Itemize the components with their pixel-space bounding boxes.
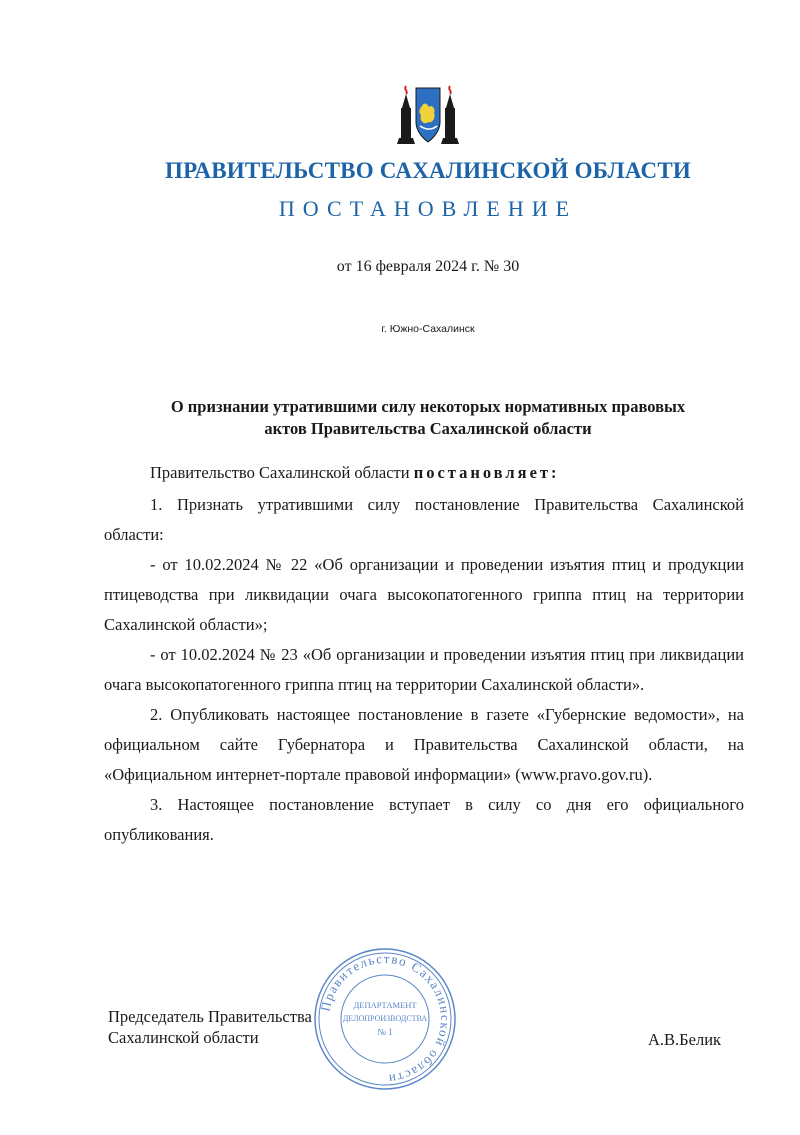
preamble [104,458,744,488]
government-title: ПРАВИТЕЛЬСТВО САХАЛИНСКОЙ ОБЛАСТИ [165,158,691,183]
document-type: ПОСТАНОВЛЕНИЕ [278,196,578,221]
item-1a: - от 10.02.2024 № 22 «Об организации и проведении изъятия птиц и продукции птицеводства при ликвидации очага высокопатогенного гриппа птиц на территории Сахалинской области»; [104,555,744,634]
document-subject [110,396,746,440]
official-stamp [312,946,458,1092]
item-1b: - от 10.02.2024 № 23 «Об организации и проведении изъятия птиц при ликвидации очага высокопатогенного гриппа птиц на территории Сахалинской области». [104,645,744,694]
item-2: 2. Опубликовать настоящее постановление в газете «Губернские ведомости», на официальном сайте Губернатора и Правительства Сахалинской области, на «Официальном интернет-портале правовой информации» (www.pravo.gov.ru). [104,705,744,784]
document-body [104,458,744,850]
subject-line-2: актов Правительства Сахалинской области [264,419,592,438]
signatory-position-line-1: Председатель Правительства [108,1007,312,1026]
coat-of-arms-icon [396,82,460,150]
document-date-number: от 16 февраля 2024 г. № 30 [336,258,520,275]
signatory-position [108,1006,312,1048]
svg-text:Правительство Сахалинской обла: Правительство Сахалинской области [317,950,454,1088]
svg-text:ДЕЛОПРОИЗВОДСТВА: ДЕЛОПРОИЗВОДСТВА [342,1014,428,1023]
signatory-name: А.В.Белик [648,1030,722,1049]
preamble-text: Правительство Сахалинской области [150,463,414,482]
item-1: 1. Признать утратившими силу постановление Правительства Сахалинской области: [104,495,744,544]
subject-line-1: О признании утратившими силу некоторых нормативных правовых [170,397,686,416]
document-city: г. Южно-Сахалинск [381,323,475,335]
svg-text:ДЕПАРТАМЕНТ: ДЕПАРТАМЕНТ [353,1000,417,1010]
signatory-position-line-2: Сахалинской области [108,1028,259,1047]
svg-text:№ 1: № 1 [377,1027,393,1037]
preamble-verb: постановляет: [413,463,560,482]
item-3: 3. Настоящее постановление вступает в силу со дня его официального опубликования. [104,795,744,844]
